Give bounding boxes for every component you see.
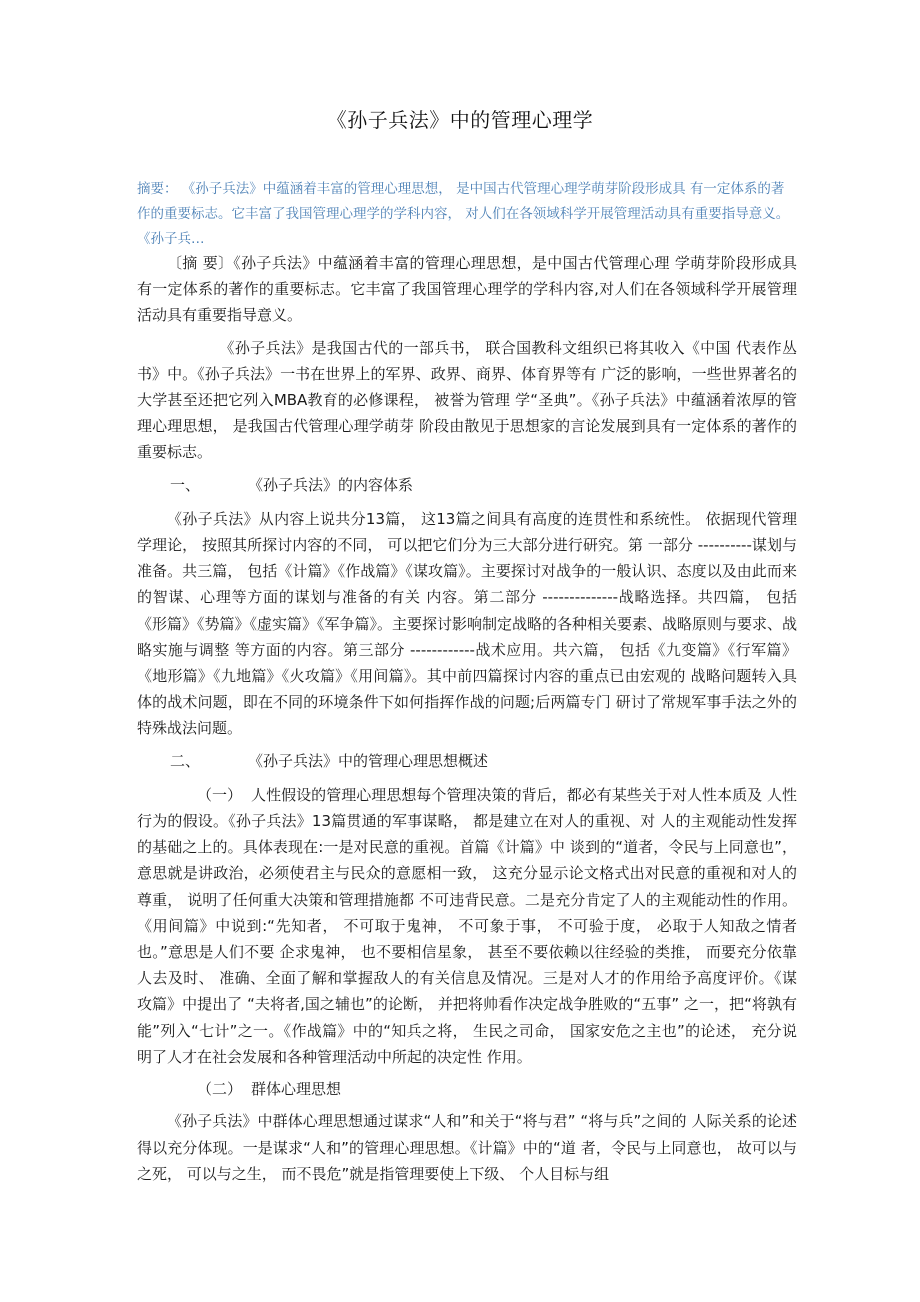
document-body	[137, 250, 797, 1193]
subsection-number: （二）	[197, 1080, 243, 1099]
section-title: 《孙子兵法》的内容体系	[248, 475, 414, 494]
subsection-1-paragraph	[137, 782, 797, 1070]
intro-paragraph: 《孙子兵法》是我国古代的一部兵书， 联合国教科文组织已将其收入《中国 代表作丛书》中。《孙子兵法》一书在世界上的军界、政界、商界、体育界等有 广泛的影响，一些世界著名的大学甚至还把它列入MBA教育的必修课程， 被誉为管理 学“圣典”。《孙子兵法》中蕴涵着浓厚的管理心理思想， 是我国古代管理心理学萌芽 阶段由散见于思想家的言论发展到具有一定体系的著作的重要标志。	[137, 338, 797, 462]
section-heading-1	[137, 472, 797, 498]
section-title: 《孙子兵法》中的管理心理思想概述	[248, 751, 489, 770]
abstract-paragraph: 〔摘 要〕《孙子兵法》中蕴涵着丰富的管理心理思想，是中国古代管理心理 学萌芽阶段形成具有一定体系的著作的重要标志。它丰富了我国管理心理学的学科内容,对人们在各领域科学开展管理活动具有重要指导意义。	[137, 254, 797, 325]
subsection-title: 群体心理思想	[251, 1080, 342, 1099]
section-heading-2	[137, 748, 797, 774]
page-title: 《孙子兵法》中的管理心理学	[326, 108, 594, 132]
subsection-number: （一）	[197, 785, 243, 804]
section-number: 一、	[170, 475, 201, 494]
group-psychology-paragraph: 《孙子兵法》中群体心理思想通过谋求“人和”和关于“将与君” “将与兵”之间的 人际关系的论述得以充分体现。一是谋求“人和”的管理心理思想。《计篇》中的“道 者，令民与上同意也， 故可以与之死， 可以与之生， 而不畏危”就是指管理要使上下级、 个人目标与组	[137, 1112, 797, 1183]
content-system-paragraph: 《孙子兵法》从内容上说共分13篇， 这13篇之间具有高度的连贯性和系统性。 依据现代管理学理论， 按照其所探讨内容的不同， 可以把它们分为三大部分进行研究。第 一部分 ----------谋划与准备。共三篇， 包括《计篇》《作战篇》《谋攻篇》。主要探讨对战争的一般认识、态度以及由此而来的智谋、心理等方面的谋划与准备的有关 内容。第二部分 --------------战略选择。共四篇， 包括《形篇》《势篇》《虚实篇》《军争篇》。主要探讨影响制定战略的各种相关要素、战略原则与要求、战略实施与调整 等方面的内容。第三部分 ------------战术应用。共六篇， 包括《九变篇》《行军篇》《地形篇》《九地篇》《火攻篇》《用间篇》。其中前四篇探讨内容的重点已由宏观的 战略问题转入具体的战术问题，即在不同的环境条件下如何指挥作战的问题;后两篇专门 研讨了常规军事手法之外的特殊战法问题。	[137, 509, 798, 738]
subsection-heading-2	[137, 1076, 797, 1102]
abstract-summary: 摘要： 《孙子兵法》中蕴涵着丰富的管理心理思想， 是中国古代管理心理学萌芽阶段形成具 有一定体系的著作的重要标志。它丰富了我国管理心理学的学科内容， 对人们在各领域科学开展管理活动具有重要指导意义。 《孙子兵…	[137, 181, 790, 247]
section-number: 二、	[170, 751, 201, 770]
subsection-text: 人性假设的管理心理思想每个管理决策的背后，都必有某些关于对人性本质及 人性行为的假设。《孙子兵法》13篇贯通的军事谋略， 都是建立在对人的重视、对 人的主观能动性发挥的基础之上的。具体表现在:一是对民意的重视。首篇《计篇》中 谈到的“道者，令民与上同意也”，意思就是讲政治，必须使君主与民众的意愿相一致， 这充分显示论文格式出对民意的重视和对人的尊重， 说明了任何重大决策和管理措施都 不可违背民意。二是充分肯定了人的主观能动性的作用。《用间篇》中说到:“先知者， 不可取于鬼神， 不可象于事， 不可验于度， 必取于人知敌之情者也。”意思是人们不要 企求鬼神， 也不要相信星象， 甚至不要依赖以往经验的类推， 而要充分依靠人去及时、 准确、全面了解和掌握敌人的有关信息及情况。三是对人才的作用给予高度评价。《谋 攻篇》中提出了 “夫将者,国之辅也”的论断， 并把将帅看作决定战争胜败的“五事” 之一，把“将孰有能”列入“七计”之一。《作战篇》中的“知兵之将， 生民之司命， 国家安危之主也”的论述， 充分说明了人才在社会发展和各种管理活动中所起的决定性 作用。	[137, 785, 797, 1066]
